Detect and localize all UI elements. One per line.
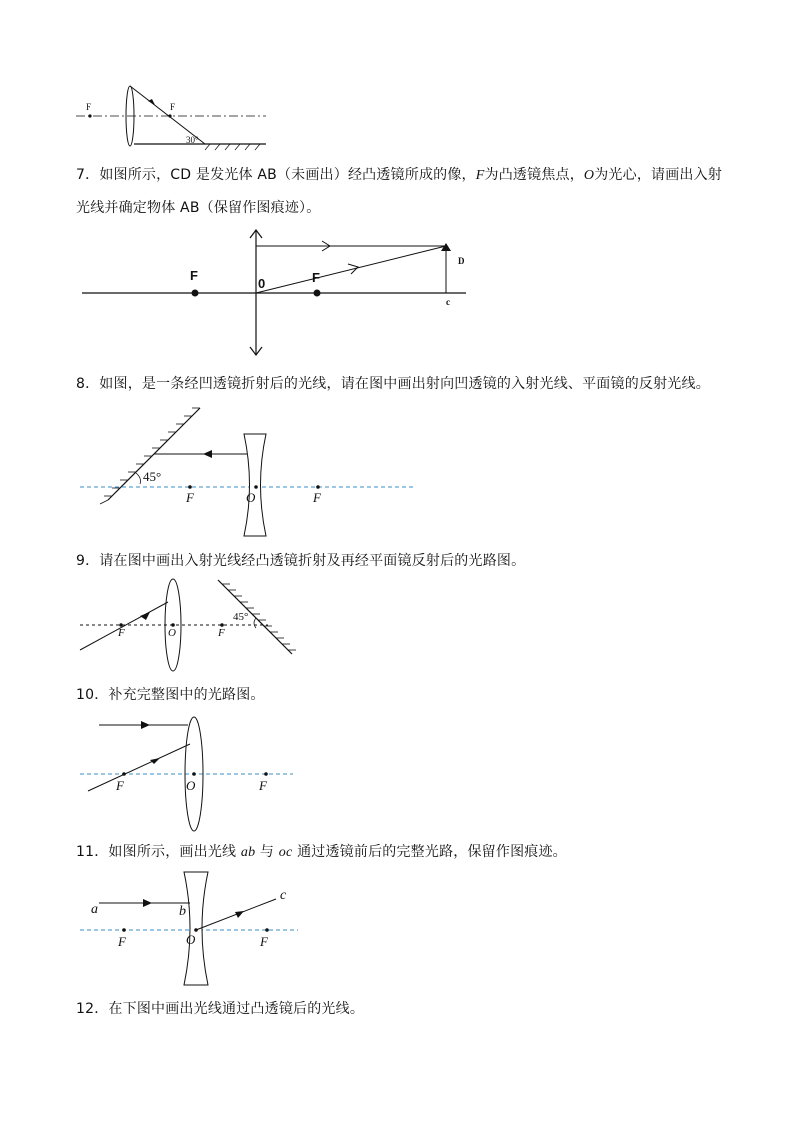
focus-label: F bbox=[86, 102, 92, 112]
question-9-text: 9．请在图中画出入射光线经凸透镜折射及再经平面镜反射后的光路图。 bbox=[76, 553, 526, 569]
question-11-text: 11．如图所示，画出光线 ab 与 oc 通过透镜前后的完整光路，保留作图痕迹。 bbox=[76, 844, 567, 860]
question-7-line-1: 7．如图所示，CD 是发光体 AB（未画出）经凸透镜所成的像，F为凸透镜焦点，O为光心，请画出入射 bbox=[76, 167, 723, 183]
focus-label: F bbox=[313, 490, 321, 505]
focus-label: F bbox=[118, 934, 126, 949]
focus-label: F bbox=[259, 778, 267, 793]
focus-label: F bbox=[118, 627, 125, 639]
optical-center-label: O bbox=[246, 490, 256, 505]
question-7-line-2: 光线并确定物体 AB（保留作图痕迹）。 bbox=[76, 200, 321, 216]
angle-label: 45° bbox=[233, 611, 249, 623]
question-8-text: 8．如图，是一条经凹透镜折射后的光线，请在图中画出射向凹透镜的入射光线、平面镜的反射光线。 bbox=[76, 376, 710, 392]
point-label-c: c bbox=[280, 888, 287, 903]
ray-label-a: a bbox=[91, 902, 98, 917]
question-12-text: 12．在下图中画出光线通过凸透镜后的光线。 bbox=[76, 1001, 365, 1017]
focus-label: F bbox=[218, 627, 225, 639]
point-label-d: D bbox=[458, 256, 465, 266]
optical-center-label: O bbox=[186, 932, 196, 947]
angle-label: 30° bbox=[186, 135, 199, 145]
point-label-c: c bbox=[446, 297, 450, 307]
angle-label: 45° bbox=[143, 469, 162, 484]
focus-label: F bbox=[186, 490, 194, 505]
point-label-b: b bbox=[179, 904, 186, 919]
optical-center-label: O bbox=[168, 627, 176, 639]
focus-label: F bbox=[260, 934, 268, 949]
focus-label: F bbox=[170, 102, 176, 112]
question-10-text: 10．补充完整图中的光路图。 bbox=[76, 687, 265, 703]
focus-label: F bbox=[312, 270, 320, 285]
optical-center-label: 0 bbox=[258, 276, 266, 291]
focus-label: F bbox=[190, 268, 198, 283]
optical-center-label: O bbox=[186, 778, 196, 793]
focus-label: F bbox=[116, 778, 124, 793]
